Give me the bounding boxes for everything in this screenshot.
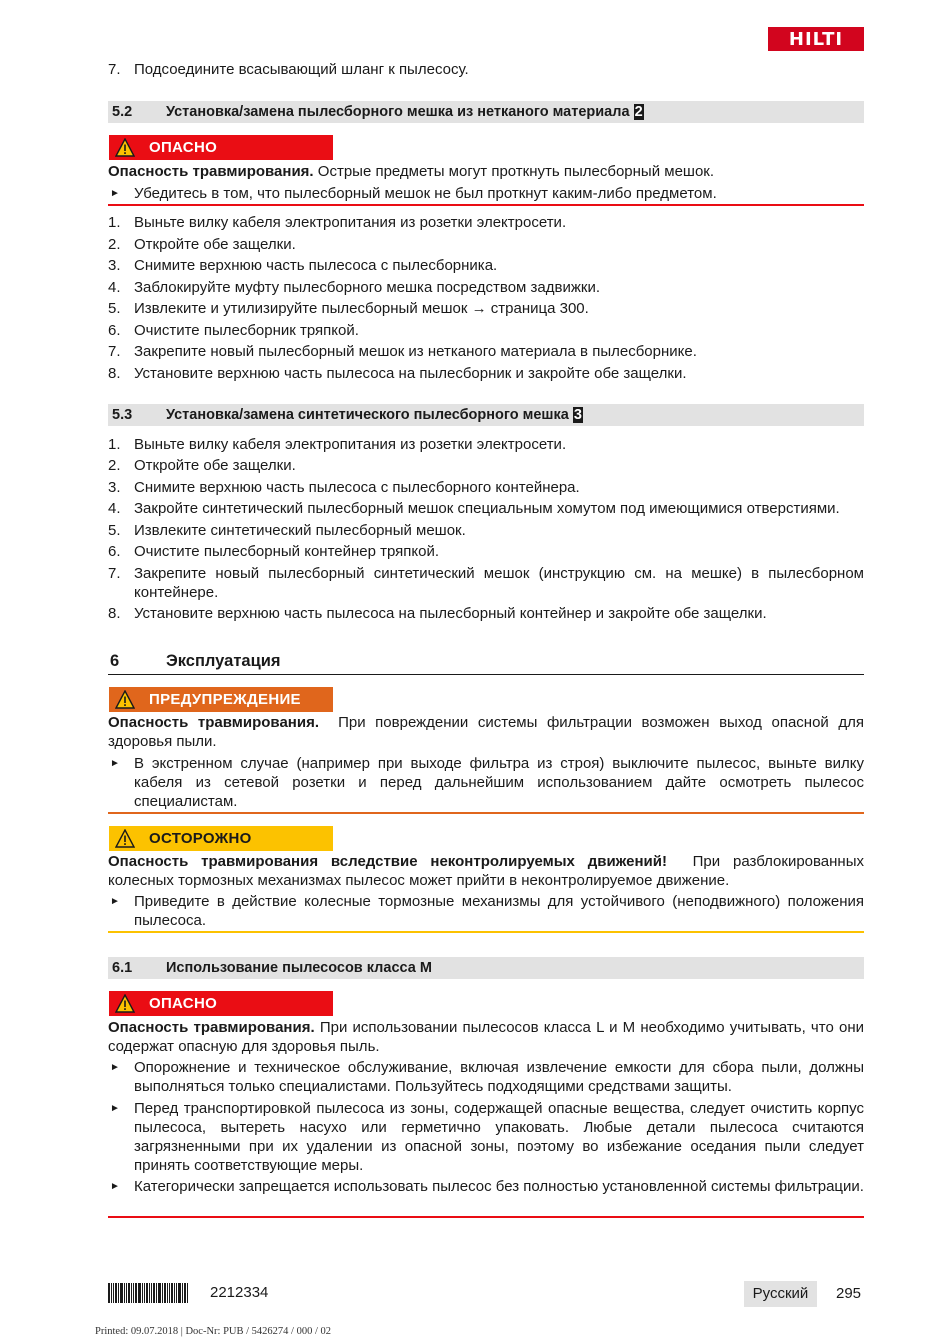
step-number: 1. [108,436,121,453]
section-title: Установка/замена синтетического пылесборного мешка 3 [166,407,582,423]
warning-triangle-icon [115,994,135,1013]
bullet-arrow-icon: ► [110,1103,120,1114]
warning-triangle-icon [115,829,135,848]
section-number: 6.1 [112,960,133,976]
step-text: Откройте обе защелки. [134,236,296,253]
hazard-statement: Опасность травмирования. При использовании пылесосов класса L и M необходимо учитывать, что они содержат опасную для здоровья пыль. [108,1019,864,1055]
language-label: Русский [744,1281,817,1307]
step-text: Снимите верхнюю часть пылесоса с пылесборного контейнера. [134,479,580,496]
step-text: Очистите пылесборник тряпкой. [134,322,359,339]
bullet-arrow-icon: ► [110,758,120,769]
step-number: 7. [108,565,121,582]
section-heading-5-2 [108,101,864,123]
warning-signal [109,687,333,712]
step-number: 6. [108,322,121,339]
print-info: Printed: 09.07.2018 | Doc-Nr: PUB / 5426274 / 000 / 02 [95,1326,332,1337]
step-text: Закрепите новый пылесборный мешок из нетканого материала в пылесборнике. [134,343,697,360]
danger-signal [109,135,333,160]
step-number: 4. [108,500,121,517]
step-number: 7. [108,61,121,78]
danger-rule [108,204,864,206]
step-number: 1. [108,214,121,231]
step-number: 6. [108,543,121,560]
section-number: 5.2 [112,104,133,120]
step-text: Установите верхнюю часть пылесоса на пылесборник и закройте обе защелки. [134,365,687,382]
hazard-statement: Опасность травмирования вследствие неконтролируемых движений! При разблокированных колесных тормозных механизмах пылесос может прийти в неконтролируемое движение. [108,853,864,889]
step-number: 7. [108,343,121,360]
action-text: В экстренном случае (например при выходе фильтра из строя) выключите пылесос, выньте вилку кабеля из сетевой розетки и перед дальнейшим использованием дайте осмотреть пылесос специалистам. [134,755,864,810]
section-number: 5.3 [112,407,133,423]
step-text: Извлеките синтетический пылесборный мешок. [134,522,466,539]
step-text: Извлеките и утилизируйте пылесборный мешок → страница 300. [134,300,589,317]
warning-triangle-icon [115,138,135,157]
step-text: Выньте вилку кабеля электропитания из розетки электросети. [134,436,567,453]
step-text: Снимите верхнюю часть пылесоса с пылесборника. [134,257,498,274]
section-title: Установка/замена пылесборного мешка из нетканого материала 2 [166,104,643,120]
caution-rule [108,931,864,933]
step-text: Подсоедините всасывающий шланг к пылесосу. [134,61,469,78]
bullet-arrow-icon: ► [110,896,120,907]
signal-word: ОСТОРОЖНО [149,830,252,847]
step-number: 3. [108,257,121,274]
hilti-logo: HILTI [768,27,864,51]
step-number: 8. [108,365,121,382]
section-title: Использование пылесосов класса М [166,960,432,976]
step-text: Выньте вилку кабеля электропитания из розетки электросети. [134,214,567,231]
step-number: 4. [108,279,121,296]
chapter-heading-6 [108,650,864,675]
chapter-number: 6 [110,652,120,670]
chapter-title: Эксплуатация [166,652,281,670]
step-text: Откройте обе защелки. [134,457,296,474]
action-text: Опорожнение и техническое обслуживание, включая извлечение емкости для сбора пыли, должны выполняться только специалистами. Пользуйтесь подходящими средствами защиты. [134,1059,864,1095]
step-text: Установите верхнюю часть пылесоса на пылесборный контейнер и закройте обе защелки. [134,605,767,622]
caution-signal [109,826,333,851]
figure-ref: 3 [573,407,582,423]
bullet-arrow-icon: ► [110,1181,120,1192]
bullet-arrow-icon: ► [110,1062,120,1073]
step-number: 2. [108,236,121,253]
step-number: 2. [108,457,121,474]
warning-triangle-icon [115,690,135,709]
danger-signal [109,991,333,1016]
step-text: Закрепите новый пылесборный синтетический мешок (инструкцию см. на мешке) в пылесборном контейнере. [134,565,864,601]
action-text: Приведите в действие колесные тормозные механизмы для устойчивого (неподвижного) положения пылесоса. [134,893,864,929]
step-number: 5. [108,522,121,539]
barcode [108,1283,192,1303]
section-heading-5-3 [108,404,864,426]
step-text: Заблокируйте муфту пылесборного мешка посредством задвижки. [134,279,600,296]
document-code: 2212334 [210,1284,269,1301]
page-number: 295 [836,1285,862,1302]
signal-word: ПРЕДУПРЕЖДЕНИЕ [149,691,301,708]
action-text: Убедитесь в том, что пылесборный мешок не был проткнут каким-либо предметом. [134,185,717,202]
hazard-statement: Опасность травмирования. Острые предметы могут проткнуть пылесборный мешок. [108,163,715,180]
action-text: Категорически запрещается использовать пылесос без полностью установленной системы фильтрации. [134,1178,864,1195]
step-number: 3. [108,479,121,496]
section-heading-6-1 [108,957,864,979]
warning-rule [108,812,864,814]
danger-rule [108,1216,864,1218]
signal-word: ОПАСНО [149,139,218,156]
step-number: 5. [108,300,121,317]
hazard-statement: Опасность травмирования. При повреждении системы фильтрации возможен выход опасной для здоровья пыли. [108,714,864,750]
step-text: Закройте синтетический пылесборный мешок специальным хомутом под имеющимися отверстиями. [134,500,840,517]
figure-ref: 2 [634,104,643,120]
step-text: Очистите пылесборный контейнер тряпкой. [134,543,440,560]
step-number: 8. [108,605,121,622]
bullet-arrow-icon: ► [110,188,120,199]
signal-word: ОПАСНО [149,995,218,1012]
action-text: Перед транспортировкой пылесоса из зоны, содержащей опасные вещества, следует очистить корпус пылесоса, вытереть насухо или герметично упаковать. Любые детали пылесоса считаются загрязненными при их удалении из опасной зоны, поэтому во избежание оседания пыли следует принять соответствующие меры. [134,1100,864,1174]
